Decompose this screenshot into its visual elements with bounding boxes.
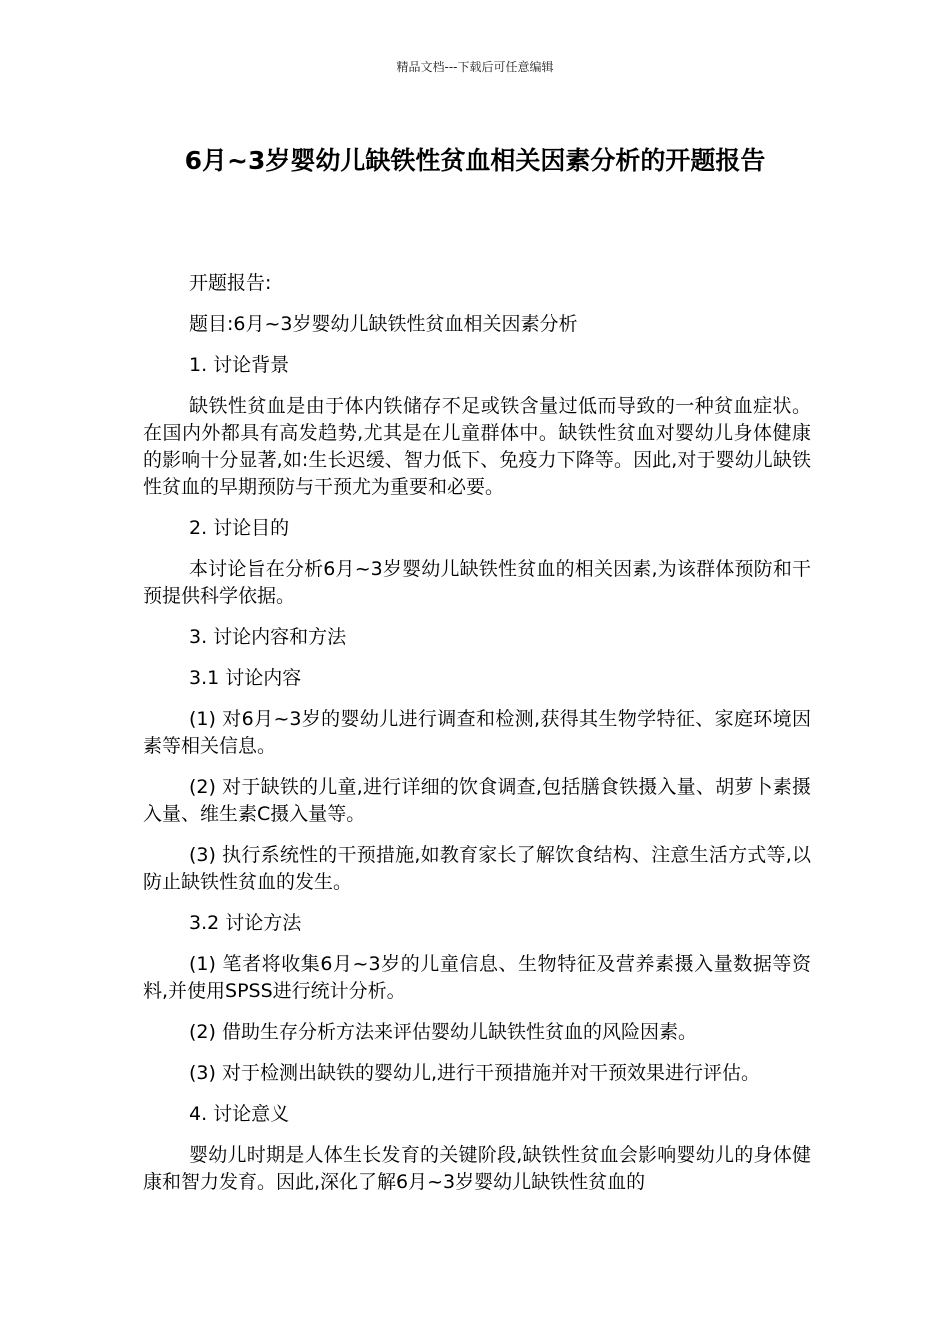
section-heading: 2. 讨论目的 (189, 517, 290, 539)
section-heading: 1. 讨论背景 (189, 354, 290, 376)
list-item: (3) 对于检测出缺铁的婴幼儿,进行干预措施并对干预效果进行评估。 (189, 1062, 760, 1084)
section-heading: 3. 讨论内容和方法 (189, 626, 347, 648)
subsection-heading: 3.2 讨论方法 (189, 912, 302, 934)
list-item: (2) 对于缺铁的儿童,进行详细的饮食调查,包括膳食铁摄入量、胡萝卜素摄入量、维生素C摄入量等。 (143, 776, 811, 825)
list-item: (1) 对6月~3岁的婴幼儿进行调查和检测,获得其生物学特征、家庭环境因素等相关信息。 (143, 708, 811, 757)
report-label: 开题报告: (189, 272, 272, 294)
header-note: 精品文档---下载后可任意编辑 (396, 60, 554, 74)
subsection-heading: 3.1 讨论内容 (189, 667, 302, 689)
paragraph: 婴幼儿时期是人体生长发育的关键阶段,缺铁性贫血会影响婴幼儿的身体健康和智力发育。因此,深化了解6月~3岁婴幼儿缺铁性贫血的 (143, 1144, 811, 1193)
paragraph: 本讨论旨在分析6月~3岁婴幼儿缺铁性贫血的相关因素,为该群体预防和干预提供科学依据。 (143, 558, 811, 607)
document-body (143, 270, 811, 1210)
paragraph: 缺铁性贫血是由于体内铁储存不足或铁含量过低而导致的一种贫血症状。在国内外都具有高发趋势,尤其是在儿童群体中。缺铁性贫血对婴幼儿身体健康的影响十分显著,如:生长迟缓、智力低下、免疫力下降等。因此,对于婴幼儿缺铁性贫血的早期预防与干预尤为重要和必要。 (143, 395, 811, 498)
list-item: (1) 笔者将收集6月~3岁的儿童信息、生物特征及营养素摄入量数据等资料,并使用SPSS进行统计分析。 (143, 953, 811, 1002)
report-topic: 题目:6月~3岁婴幼儿缺铁性贫血相关因素分析 (189, 313, 578, 335)
list-item: (2) 借助生存分析方法来评估婴幼儿缺铁性贫血的风险因素。 (189, 1021, 697, 1043)
document-title: 6月~3岁婴幼儿缺铁性贫血相关因素分析的开题报告 (184, 146, 766, 175)
list-item: (3) 执行系统性的干预措施,如教育家长了解饮食结构、注意生活方式等,以防止缺铁性贫血的发生。 (143, 844, 811, 893)
section-heading: 4. 讨论意义 (189, 1103, 290, 1125)
